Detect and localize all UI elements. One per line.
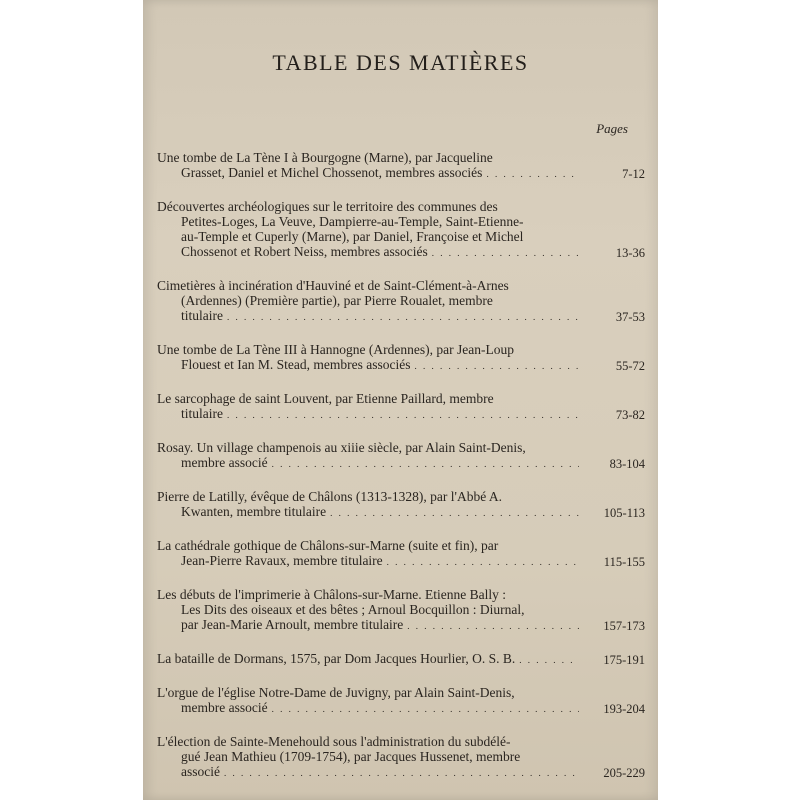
toc-entry-text: Chossenot et Robert Neiss, membres associés [181, 244, 428, 259]
toc-entry-line: au-Temple et Cuperly (Marne), par Daniel, Françoise et Michel [181, 229, 524, 244]
toc-entry [157, 278, 645, 325]
toc-entry-pages: 205-229 [603, 766, 645, 780]
toc-entry [157, 150, 645, 182]
toc-entry-last-line [157, 357, 579, 374]
toc-entry-pages: 157-173 [603, 619, 645, 633]
toc-entry-text: Grasset, Daniel et Michel Chossenot, membres associés [181, 165, 483, 180]
toc-entry-pages: 13-36 [615, 246, 645, 260]
toc-entry [157, 685, 645, 717]
toc-entry-line: L'orgue de l'église Notre-Dame de Juvigny, par Alain Saint-Denis, [157, 685, 515, 700]
toc-entry-text: Jean-Pierre Ravaux, membre titulaire [181, 553, 383, 568]
pages-column-header: Pages [596, 121, 628, 136]
toc-entry-line: Le sarcophage de saint Louvent, par Etienne Paillard, membre [157, 391, 494, 406]
dot-leader [387, 553, 579, 570]
toc-entry-last-line [157, 406, 579, 423]
toc-entry-line: gué Jean Mathieu (1709-1754), par Jacques Hussenet, membre [181, 749, 521, 764]
dot-leader [272, 700, 579, 717]
toc-entry-line: Rosay. Un village champenois au xiiie siècle, par Alain Saint-Denis, [157, 440, 526, 455]
dot-leader [414, 357, 579, 374]
toc-entry-line: L'élection de Sainte-Menehould sous l'administration du subdélé- [157, 734, 511, 749]
toc-entry-text: par Jean-Marie Arnoult, membre titulaire [181, 617, 404, 632]
toc-entry [157, 199, 645, 261]
toc-entry-last-line [157, 308, 579, 325]
toc-entry [157, 538, 645, 570]
toc-entry-pages: 7-12 [622, 167, 645, 181]
toc-entry-text: La bataille de Dormans, 1575, par Dom Jacques Hourlier, O. S. B. [157, 651, 516, 666]
toc-entry [157, 342, 645, 374]
toc-entry-text: membre associé [181, 700, 268, 715]
dot-leader [330, 504, 579, 521]
toc-entry-text: Kwanten, membre titulaire [181, 504, 327, 519]
toc-entry-pages: 55-72 [615, 359, 645, 373]
toc-entry [157, 391, 645, 423]
toc-entry-text: titulaire [181, 308, 223, 323]
toc-entry [157, 489, 645, 521]
toc-entry-pages: 175-191 [603, 653, 645, 667]
toc-entry-last-line [157, 553, 579, 570]
toc-entry-last-line [157, 165, 579, 182]
toc-entry [157, 651, 645, 668]
toc-entry-last-line [157, 244, 579, 261]
dot-leader [227, 406, 579, 423]
toc-entry-line: La cathédrale gothique de Châlons-sur-Marne (suite et fin), par [157, 538, 499, 553]
toc-entry-last-line [157, 504, 579, 521]
toc-entry-text: titulaire [181, 406, 223, 421]
toc-entry-last-line [157, 455, 579, 472]
dot-leader [227, 308, 579, 325]
book-page [143, 0, 658, 800]
dot-leader [224, 764, 579, 781]
toc-entry [157, 587, 645, 634]
toc-entry-last-line [157, 651, 579, 668]
toc-entries [157, 150, 645, 798]
toc-entry-pages: 73-82 [615, 408, 645, 422]
dot-leader [486, 165, 579, 182]
toc-entry-pages: 37-53 [615, 310, 645, 324]
toc-entry-text: associé [181, 764, 220, 779]
toc-entry-pages: 83-104 [609, 457, 645, 471]
toc-entry [157, 734, 645, 781]
dot-leader [432, 244, 579, 261]
toc-entry-line: Les débuts de l'imprimerie à Châlons-sur-Marne. Etienne Bally : [157, 587, 506, 602]
dot-leader [407, 617, 579, 634]
toc-entry [157, 440, 645, 472]
toc-entry-pages: 105-113 [603, 506, 645, 520]
toc-entry-line: Une tombe de La Tène I à Bourgogne (Marne), par Jacqueline [157, 150, 493, 165]
toc-entry-last-line [157, 764, 579, 781]
toc-entry-pages: 193-204 [603, 702, 645, 716]
toc-entry-text: Flouest et Ian M. Stead, membres associés [181, 357, 411, 372]
toc-entry-line: Les Dits des oiseaux et des bêtes ; Arnoul Bocquillon : Diurnal, [181, 602, 525, 617]
toc-entry-last-line [157, 617, 579, 634]
toc-entry-last-line [157, 700, 579, 717]
page-title: TABLE DES MATIÈRES [272, 50, 529, 75]
toc-entry-line: Petites-Loges, La Veuve, Dampierre-au-Temple, Saint-Etienne- [181, 214, 524, 229]
dot-leader [272, 455, 579, 472]
toc-entry-line: Pierre de Latilly, évêque de Châlons (1313-1328), par l'Abbé A. [157, 489, 502, 504]
toc-entry-text: membre associé [181, 455, 268, 470]
toc-entry-line: Découvertes archéologiques sur le territoire des communes des [157, 199, 498, 214]
dot-leader [519, 651, 579, 668]
toc-entry-line: Cimetières à incinération d'Hauviné et de Saint-Clément-à-Arnes [157, 278, 509, 293]
toc-entry-line: Une tombe de La Tène III à Hannogne (Ardennes), par Jean-Loup [157, 342, 514, 357]
toc-entry-line: (Ardennes) (Première partie), par Pierre Roualet, membre [181, 293, 493, 308]
toc-entry-pages: 115-155 [603, 555, 645, 569]
